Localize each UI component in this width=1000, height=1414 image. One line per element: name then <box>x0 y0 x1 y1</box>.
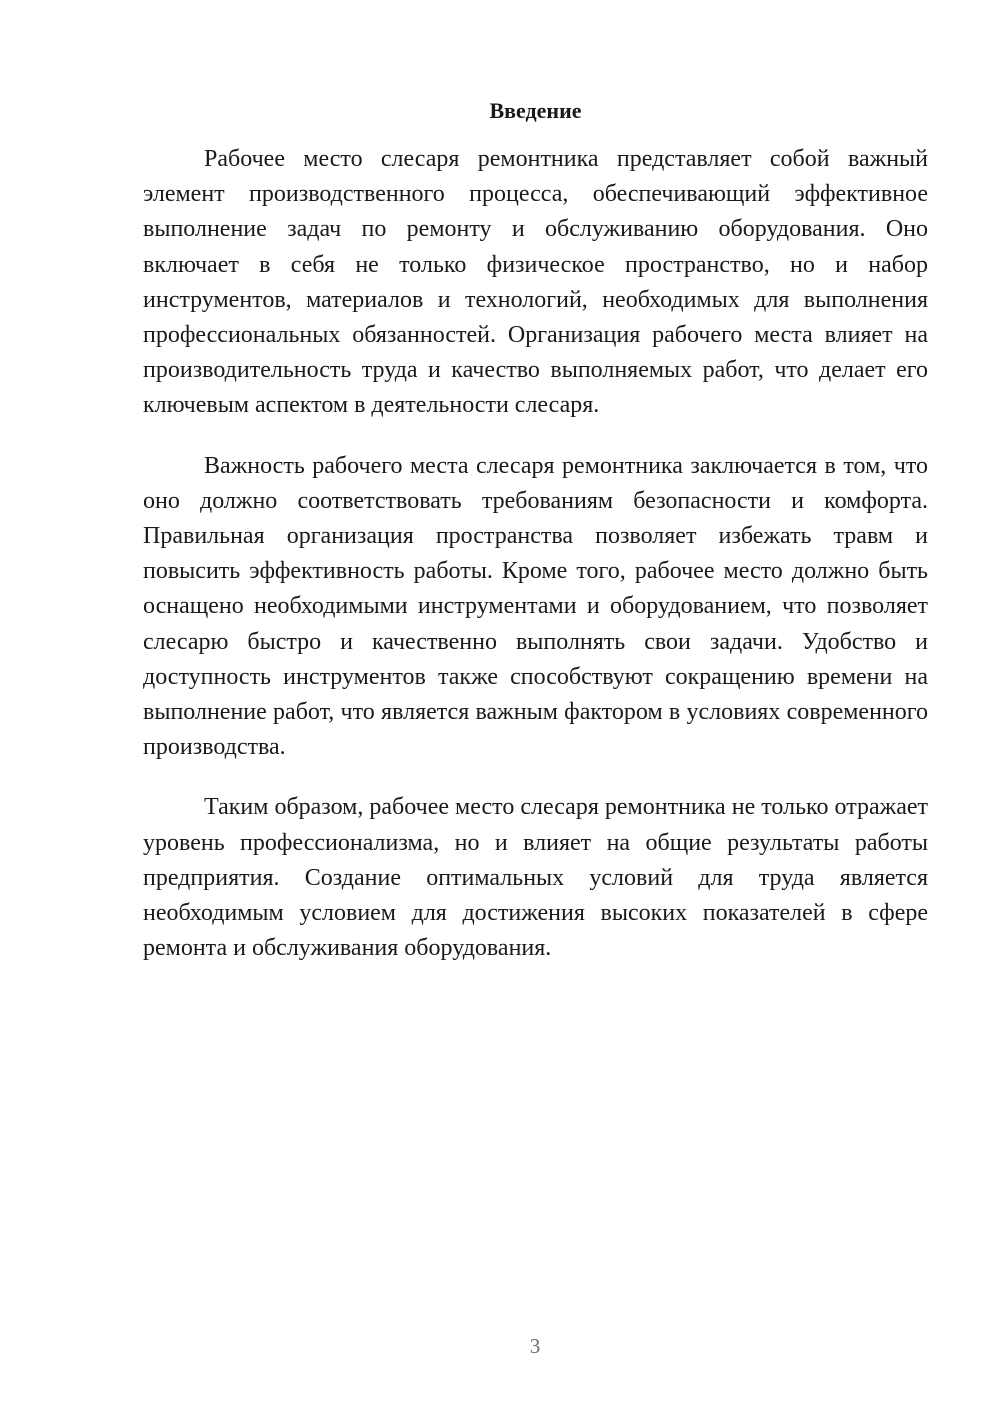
paragraph-1: Рабочее место слесаря ремонтника представляет собой важный элемент производственного процесса, обеспечивающий эффективное выполнение задач по ремонту и обслуживанию оборудования. Оно включает в себя не только физическое пространство, но и набор инструментов, материалов и технологий, необходимых для выполнения профессиональных обязанностей. Организация рабочего места влияет на производительность труда и качество выполняемых работ, что делает его ключевым аспектом в деятельности слесаря. <box>143 146 928 419</box>
document-body <box>143 142 928 991</box>
paragraph-2: Важность рабочего места слесаря ремонтника заключается в том, что оно должно соответствовать требованиям безопасности и комфорта. Правильная организация пространства позволяет избежать травм и повысить эффективность работы. Кроме того, рабочее место должно быть оснащено необходимыми инструментами и оборудованием, что позволяет слесарю быстро и качественно выполнять свои задачи. Удобство и доступность инструментов также способствуют сокращению времени на выполнение работ, что является важным фактором в условиях современного производства. <box>143 452 928 761</box>
section-title: Введение <box>489 98 582 123</box>
paragraph-3: Таким образом, рабочее место слесаря ремонтника не только отражает уровень профессионализма, но и влияет на общие результаты работы предприятия. Создание оптимальных условий для труда является необходимым условием для достижения высоких показателей в сфере ремонта и обслуживания оборудования. <box>143 794 928 962</box>
page-number: 3 <box>529 1334 541 1358</box>
